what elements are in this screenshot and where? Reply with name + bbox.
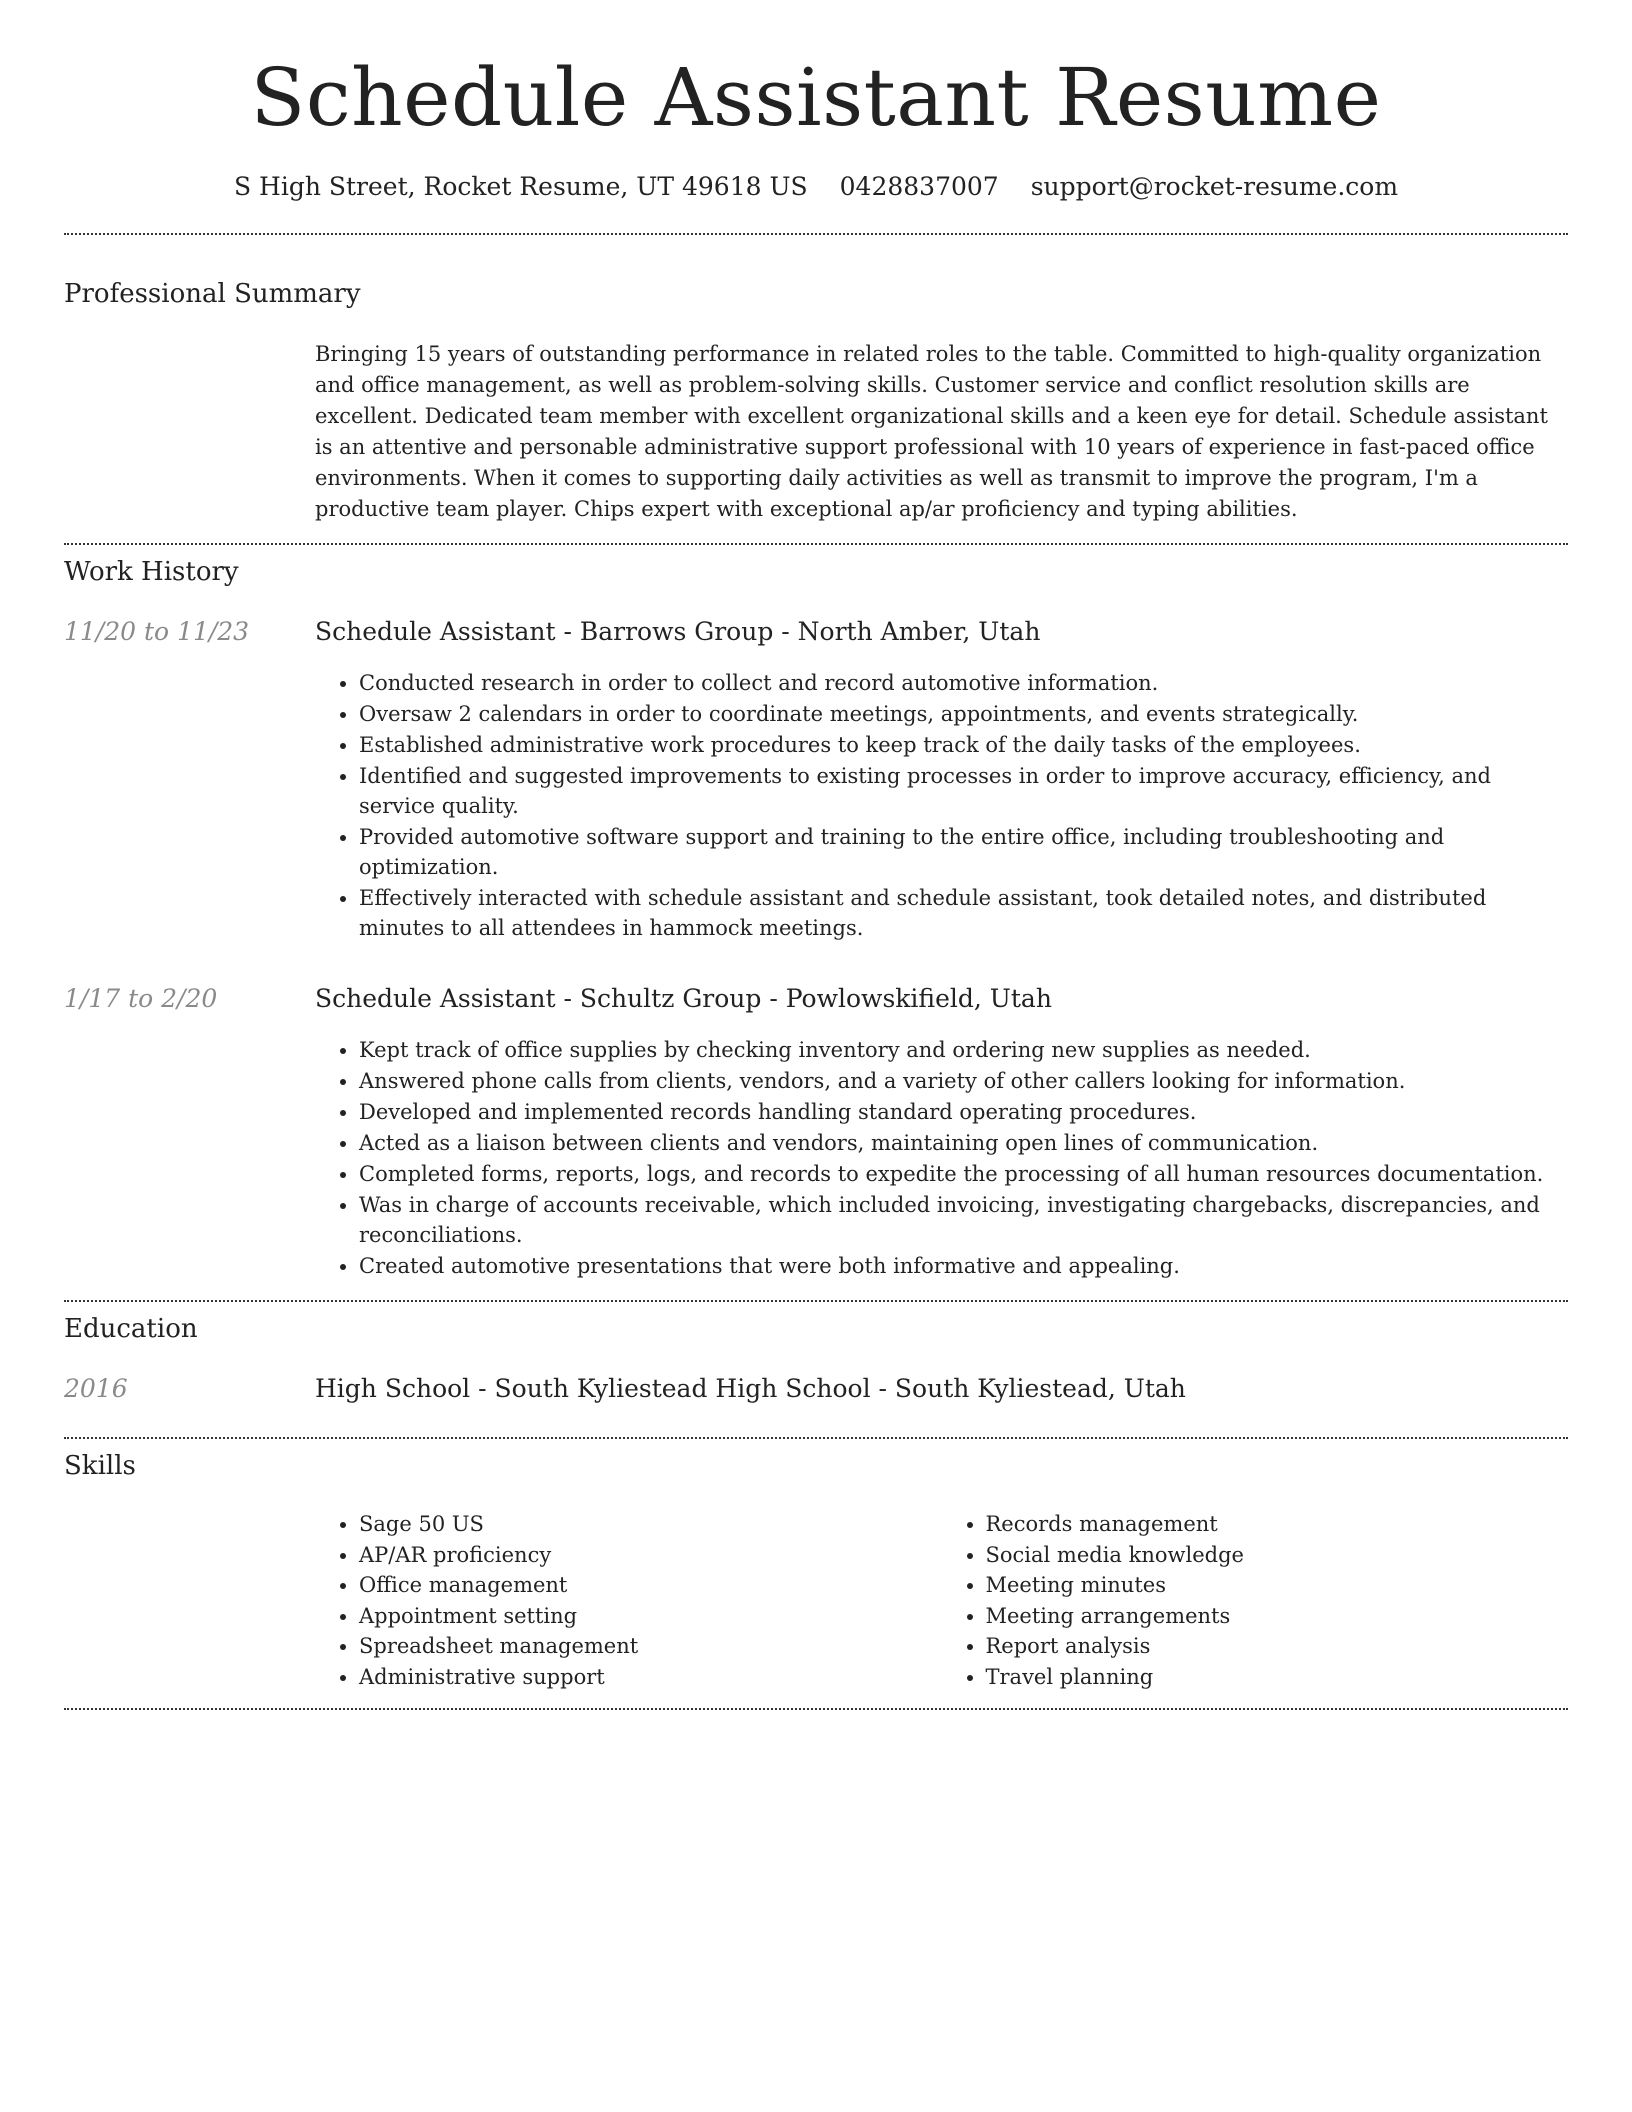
summary-divider bbox=[64, 543, 1568, 545]
summary-text: Bringing 15 years of outstanding performance in related roles to the table. Committed to high-quality organization and office management, as well as problem-solving skills. Customer service and conflict resolution skills are excellent. Dedicated team member with excellent organizational skills and a keen eye for detail. Schedule assistant is an attentive and personable administrative support professional with 10 years of experience in fast-paced office environments. When it comes to supporting daily activities as well as transmit to improve the program, I'm a productive team player. Chips expert with exceptional ap/ar proficiency and typing abilities. bbox=[315, 342, 1548, 521]
education-entry bbox=[64, 1374, 1568, 1403]
education-title: High School - South Kyliestead High School - South Kyliestead, Utah bbox=[315, 1374, 1186, 1403]
work-history-heading: Work History bbox=[64, 557, 239, 587]
skill-item: • AP/AR proficiency bbox=[359, 1540, 942, 1571]
work-divider bbox=[64, 1300, 1568, 1302]
skill-item: • Spreadsheet management bbox=[359, 1631, 942, 1662]
header-divider bbox=[64, 233, 1568, 235]
education-heading: Education bbox=[64, 1314, 198, 1344]
job-bullet: • Established administrative work procedures to keep track of the daily tasks of the employees. bbox=[359, 730, 1568, 760]
skills-list-left bbox=[315, 1509, 942, 1692]
skill-item: • Appointment setting bbox=[359, 1601, 942, 1632]
job-entry bbox=[64, 617, 1568, 944]
skills-divider bbox=[64, 1708, 1568, 1710]
contact-email: support@rocket-resume.com bbox=[1030, 172, 1399, 201]
skill-item: • Social media knowledge bbox=[986, 1540, 1569, 1571]
job-bullet-list bbox=[315, 668, 1568, 943]
skill-item: • Meeting minutes bbox=[986, 1570, 1569, 1601]
skill-item: • Travel planning bbox=[986, 1662, 1569, 1693]
summary-heading: Professional Summary bbox=[64, 279, 361, 309]
job-bullet: • Acted as a liaison between clients and vendors, maintaining open lines of communication. bbox=[359, 1128, 1568, 1158]
contact-line bbox=[64, 172, 1568, 201]
resume-page bbox=[64, 0, 1568, 1710]
job-bullet: • Developed and implemented records handling standard operating procedures. bbox=[359, 1097, 1568, 1127]
job-bullet: • Provided automotive software support and training to the entire office, including troubleshooting and optimization. bbox=[359, 822, 1568, 882]
skill-item: • Administrative support bbox=[359, 1662, 942, 1693]
job-bullet: • Answered phone calls from clients, vendors, and a variety of other callers looking for information. bbox=[359, 1066, 1568, 1096]
education-year: 2016 bbox=[64, 1374, 128, 1403]
skill-item: • Report analysis bbox=[986, 1631, 1569, 1662]
job-dates: 1/17 to 2/20 bbox=[64, 984, 218, 1013]
job-dates: 11/20 to 11/23 bbox=[64, 617, 250, 646]
job-bullet: • Created automotive presentations that were both informative and appealing. bbox=[359, 1251, 1568, 1281]
skill-item: • Meeting arrangements bbox=[986, 1601, 1569, 1632]
job-bullet: • Was in charge of accounts receivable, which included invoicing, investigating chargebacks, discrepancies, and reconciliations. bbox=[359, 1190, 1568, 1250]
job-title: Schedule Assistant - Schultz Group - Powlowskifield, Utah bbox=[315, 984, 1052, 1013]
skills-list-right bbox=[942, 1509, 1569, 1692]
resume-title: Schedule Assistant Resume bbox=[250, 51, 1382, 144]
job-bullet: • Identified and suggested improvements to existing processes in order to improve accuracy, efficiency, and service quality. bbox=[359, 761, 1568, 821]
skills-grid bbox=[315, 1509, 1568, 1692]
education-divider bbox=[64, 1437, 1568, 1439]
job-bullet: • Kept track of office supplies by checking inventory and ordering new supplies as needed. bbox=[359, 1035, 1568, 1065]
job-bullet: • Conducted research in order to collect and record automotive information. bbox=[359, 668, 1568, 698]
skill-item: • Sage 50 US bbox=[359, 1509, 942, 1540]
job-title: Schedule Assistant - Barrows Group - North Amber, Utah bbox=[315, 617, 1041, 646]
skill-item: • Records management bbox=[986, 1509, 1569, 1540]
job-bullet: • Effectively interacted with schedule assistant and schedule assistant, took detailed notes, and distributed minutes to all attendees in hammock meetings. bbox=[359, 883, 1568, 943]
job-bullet: • Oversaw 2 calendars in order to coordinate meetings, appointments, and events strategically. bbox=[359, 699, 1568, 729]
job-bullet: • Completed forms, reports, logs, and records to expedite the processing of all human resources documentation. bbox=[359, 1159, 1568, 1189]
skills-heading: Skills bbox=[64, 1451, 136, 1481]
skill-item: • Office management bbox=[359, 1570, 942, 1601]
job-entry bbox=[64, 984, 1568, 1282]
job-bullet-list bbox=[315, 1035, 1568, 1281]
contact-phone: 0428837007 bbox=[839, 172, 999, 201]
contact-address: S High Street, Rocket Resume, UT 49618 US bbox=[233, 172, 808, 201]
